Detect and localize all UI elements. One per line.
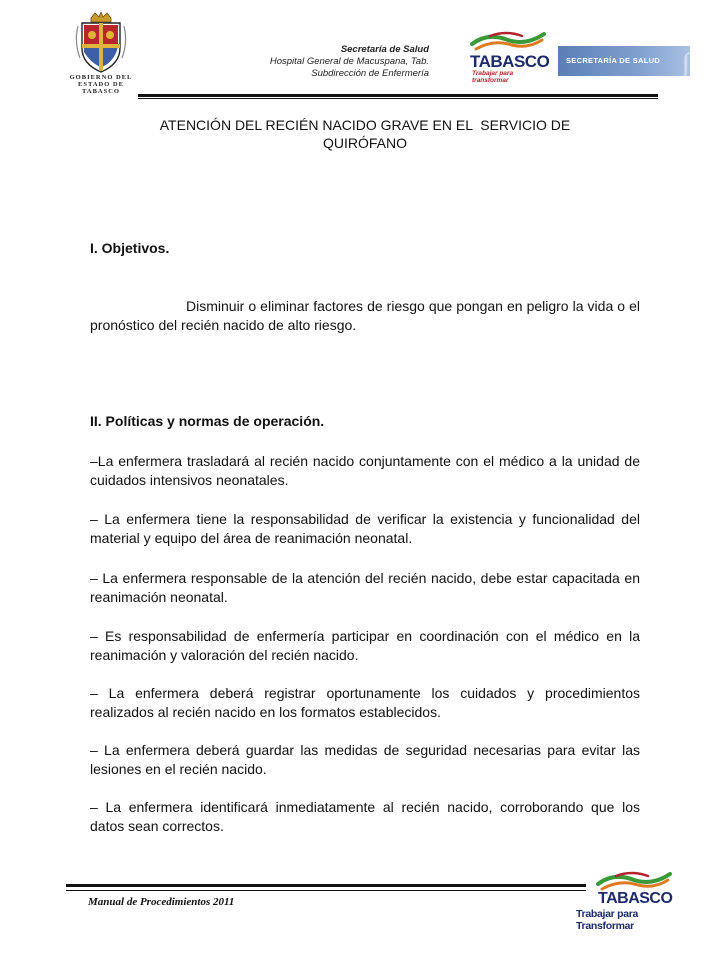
- coat-of-arms-icon: [64, 12, 138, 74]
- footer-logo-slogan: Trabajar para Transformar: [576, 908, 639, 932]
- policy-item: – La enfermera deberá registrar oportunamente los cuidados y procedimientos realizados al recién nacido en los formatos establecidos.: [90, 685, 640, 720]
- institution-line1: Secretaría de Salud: [340, 44, 429, 55]
- ss-watermark-icon: ∫∫: [681, 48, 684, 77]
- policy-item: – Es responsabilidad de enfermería participar en coordinación con el médico en la reanimación y valoración del recién nacido.: [90, 628, 640, 663]
- header-rule-thin: [138, 98, 658, 99]
- policy-item: – La enfermera tiene la responsabilidad de verificar la existencia y funcionalidad del material y equipo del área de reanimación neonatal.: [90, 511, 640, 546]
- footer-rule-thin: [66, 890, 586, 891]
- secretaria-logo-text: SECRETARÍA DE SALUD: [566, 56, 661, 65]
- footer-rule-thick: [66, 884, 586, 887]
- institution-line3: Subdirección de Enfermería: [311, 68, 429, 79]
- gov-logo-line1: GOBIERNO DEL: [69, 74, 133, 81]
- footer-tabasco-logo: [576, 870, 682, 932]
- government-coat-of-arms-logo: [64, 12, 138, 98]
- gov-logo-line3: TABASCO: [82, 88, 120, 95]
- tabasco-logo-slogan: Trabajar para transformar: [472, 70, 514, 84]
- policy-item: – La enfermera deberá guardar las medidas de seguridad necesarias para evitar las lesiones en el recién nacido.: [90, 742, 640, 777]
- section-heading-objetivos: I. Objetivos.: [90, 240, 170, 256]
- tabasco-logo-word: TABASCO: [470, 52, 550, 71]
- document-title: [120, 116, 610, 152]
- secretaria-de-salud-logo: [558, 46, 690, 76]
- document-title-line2: QUIRÓFANO: [322, 135, 407, 151]
- objetivo-paragraph: Disminuir o eliminar factores de riesgo que pongan en peligro la vida o el pronóstico del recién nacido de alto riesgo.: [90, 298, 640, 333]
- tabasco-logo: [468, 30, 550, 84]
- footer-manual-label: Manual de Procedimientos 2011: [88, 896, 235, 908]
- gov-logo-line2: ESTADO DE: [78, 81, 124, 88]
- institution-line2: Hospital General de Macuspana, Tab.: [269, 56, 429, 67]
- footer-logo-word: TABASCO: [598, 890, 673, 907]
- policy-item: –La enfermera trasladará al recién nacido conjuntamente con el médico a la unidad de cuidados intensivos neonatales.: [90, 453, 640, 488]
- footer-tabasco-swoosh-icon: [594, 870, 674, 892]
- policy-item: – La enfermera identificará inmediatamente al recién nacido, corroborando que los datos sean correctos.: [90, 799, 640, 834]
- document-title-line1: ATENCIÓN DEL RECIÉN NACIDO GRAVE EN EL SERVICIO DE: [159, 117, 571, 133]
- policy-item: – La enfermera responsable de la atención del recién nacido, debe estar capacitada en reanimación neonatal.: [90, 570, 640, 605]
- section-heading-politicas: II. Políticas y normas de operación.: [90, 413, 325, 429]
- institution-header: [270, 44, 429, 80]
- header-rule-thick: [138, 94, 658, 97]
- tabasco-swoosh-icon: [468, 30, 548, 52]
